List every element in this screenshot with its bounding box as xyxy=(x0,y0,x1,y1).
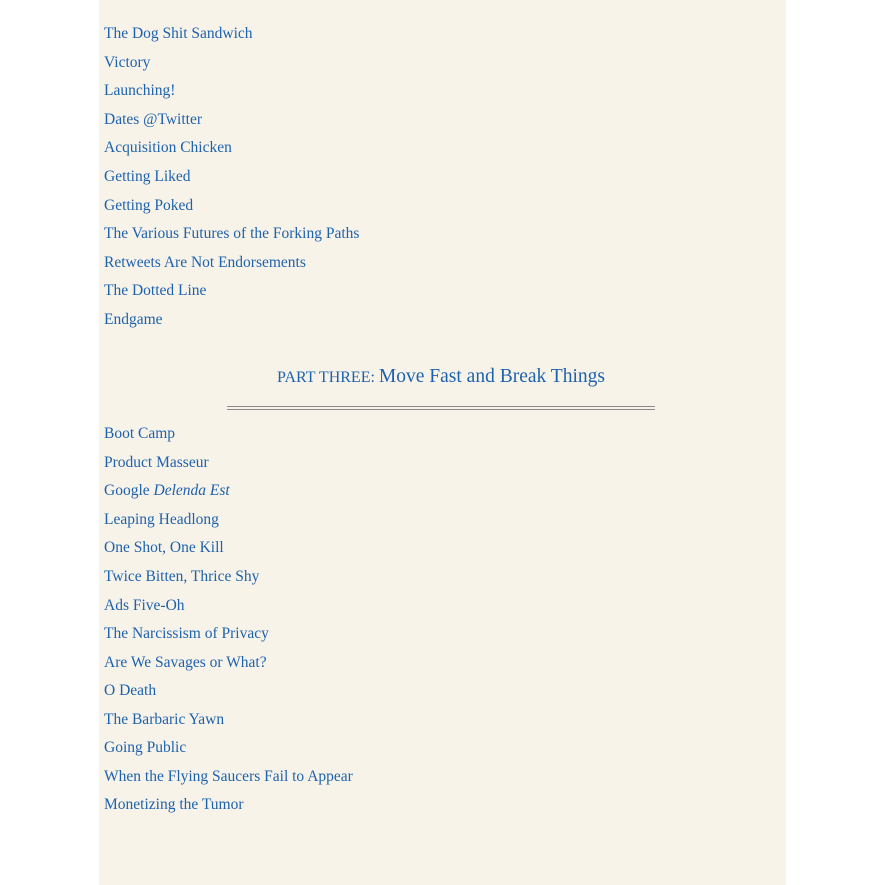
toc-link[interactable]: Acquisition Chicken xyxy=(104,139,232,156)
part-three-title: Move Fast and Break Things xyxy=(378,366,605,387)
section-divider xyxy=(227,406,655,410)
toc-link[interactable]: Monetizing the Tumor xyxy=(104,796,244,813)
toc-link[interactable]: O Death xyxy=(104,682,157,699)
toc-link[interactable]: Victory xyxy=(104,54,151,71)
toc-link[interactable]: One Shot, One Kill xyxy=(104,539,224,556)
toc-link[interactable]: Boot Camp xyxy=(104,425,176,442)
toc-link[interactable]: Getting Liked xyxy=(104,168,191,185)
toc-link-emphasis: Delenda Est xyxy=(153,482,230,499)
toc-link[interactable]: When the Flying Saucers Fail to Appear xyxy=(104,768,353,785)
toc-link[interactable]: The Dog Shit Sandwich xyxy=(104,25,253,42)
toc-link[interactable]: Launching! xyxy=(104,82,176,99)
toc-link[interactable]: The Narcissism of Privacy xyxy=(104,625,269,642)
toc-link[interactable]: Getting Poked xyxy=(104,197,194,214)
toc-link[interactable]: Leaping Headlong xyxy=(104,511,219,528)
toc-page xyxy=(99,0,786,885)
toc-link[interactable]: Going Public xyxy=(104,739,187,756)
toc-link[interactable] xyxy=(104,481,230,501)
toc-link[interactable]: The Barbaric Yawn xyxy=(104,711,225,728)
toc-link[interactable]: Twice Bitten, Thrice Shy xyxy=(104,568,260,585)
toc-link-text: Google xyxy=(104,482,150,499)
toc-link[interactable]: Ads Five-Oh xyxy=(104,597,185,614)
part-three-heading[interactable] xyxy=(99,366,783,388)
part-three-prefix: PART THREE: xyxy=(277,369,375,386)
toc-link[interactable]: Dates @Twitter xyxy=(104,111,202,128)
toc-link[interactable]: Retweets Are Not Endorsements xyxy=(104,254,306,271)
toc-link[interactable]: Are We Savages or What? xyxy=(104,654,267,671)
toc-link[interactable]: The Dotted Line xyxy=(104,282,207,299)
toc-link[interactable]: Product Masseur xyxy=(104,454,209,471)
toc-link[interactable]: Endgame xyxy=(104,311,163,328)
toc-link[interactable]: The Various Futures of the Forking Paths xyxy=(104,225,360,242)
